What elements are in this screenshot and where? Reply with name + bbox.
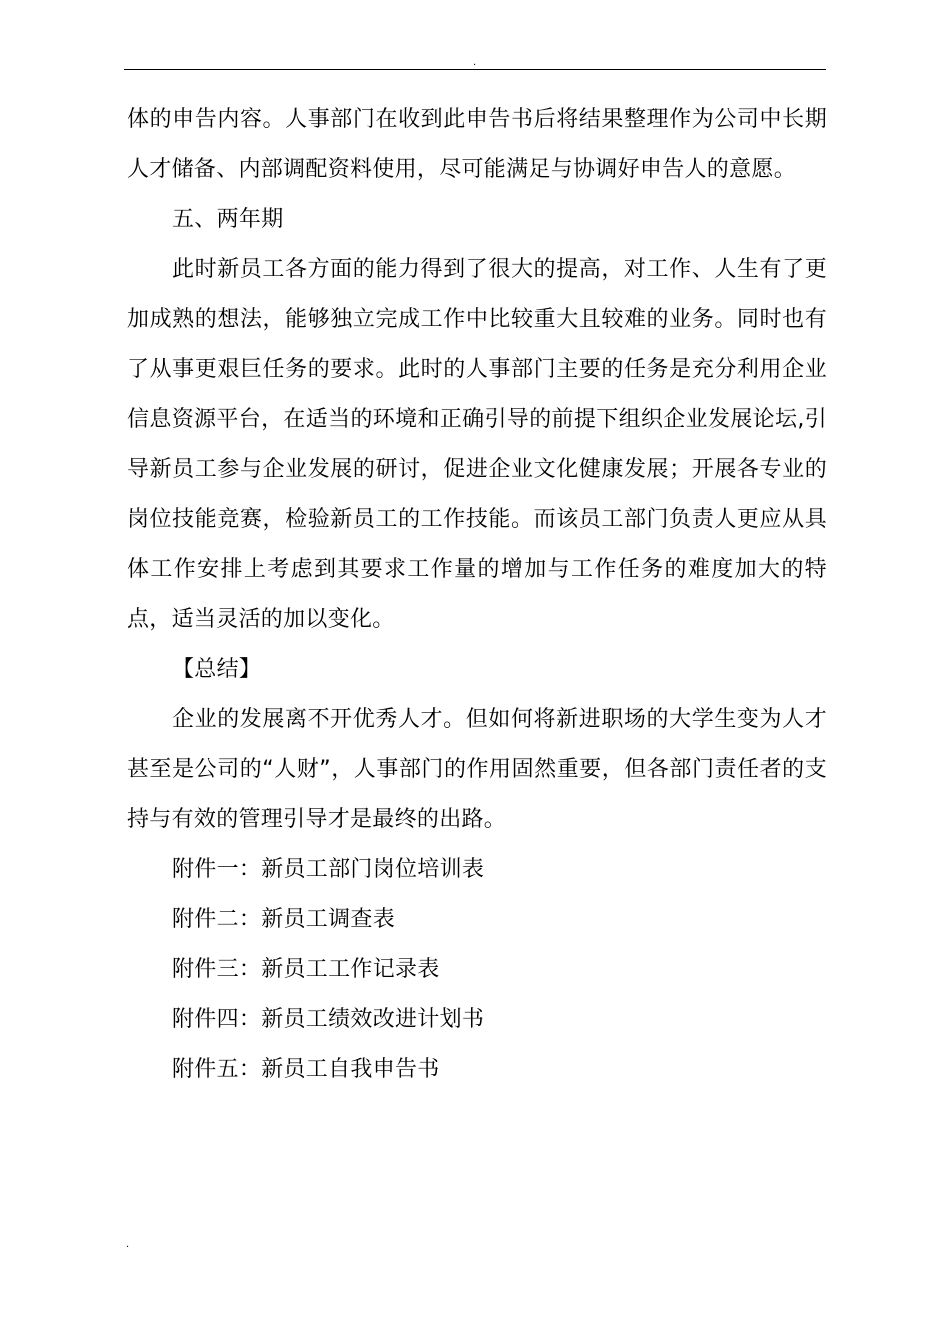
attachment-item-5: 附件五：新员工自我申告书 [172, 1057, 440, 1082]
attachment-item-3: 附件三：新员工工作记录表 [172, 957, 440, 982]
header-rule [124, 69, 826, 70]
document-body [127, 95, 827, 1095]
paragraph-continuation: 体的申告内容。人事部门在收到此申告书后将结果整理作为公司中长期人才储备、内部调配资料使用，尽可能满足与协调好申告人的意愿。 [127, 107, 827, 182]
paragraph-two-year-body: 此时新员工各方面的能力得到了很大的提高，对工作、人生有了更加成熟的想法，能够独立完成工作中比较重大且较难的业务。同时也有了从事更艰巨任务的要求。此时的人事部门主要的任务是充分利用企业信息资源平台，在适当的环境和正确引导的前提下组织企业发展论坛,引导新员工参与企业发展的研讨，促进企业文化健康发展；开展各专业的岗位技能竞赛，检验新员工的工作技能。而该员工部门负责人更应从具体工作安排上考虑到其要求工作量的增加与工作任务的难度加大的特点，适当灵活的加以变化。 [127, 257, 827, 632]
section-heading-summary: 【总结】 [172, 657, 262, 682]
paragraph-summary-body: 企业的发展离不开优秀人才。但如何将新进职场的大学生变为人才甚至是公司的“人财”，人事部门的作用固然重要，但各部门责任者的支持与有效的管理引导才是最终的出路。 [127, 707, 827, 832]
attachment-item-1: 附件一：新员工部门岗位培训表 [172, 857, 485, 882]
attachment-item-2: 附件二：新员工调查表 [172, 907, 396, 932]
attachment-item-4: 附件四：新员工绩效改进计划书 [172, 1007, 485, 1032]
footer-mark: . [126, 1239, 130, 1250]
section-heading-two-year: 五、两年期 [172, 207, 284, 232]
header-mark: . [473, 57, 477, 68]
